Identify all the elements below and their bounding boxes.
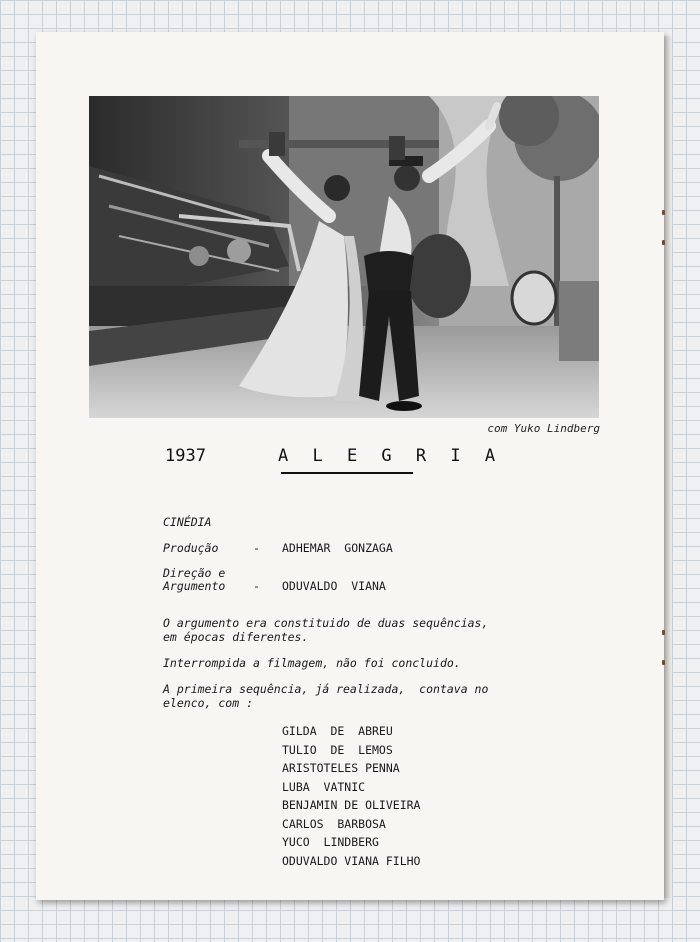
paragraph-argumento-line1: O argumento era constituido de duas sequências,	[163, 616, 489, 630]
credit-role-producao: Produção	[163, 541, 219, 555]
film-year: 1937	[165, 446, 206, 466]
dancing-couple-image	[89, 96, 599, 418]
cast-member: ODUVALDO VIANA FILHO	[282, 853, 421, 868]
film-title: A L E G R I A	[278, 446, 503, 466]
film-still-photo	[89, 96, 599, 418]
photo-caption: com Yuko Lindberg	[487, 422, 600, 435]
cast-list	[282, 724, 420, 872]
cast-member: YUCO LINDBERG	[282, 835, 379, 849]
paragraph-elenco-line2: elenco, com :	[163, 696, 254, 710]
studio-name: CINÉDIA	[163, 515, 212, 529]
cast-member: LUBA VATNIC	[282, 779, 366, 794]
credit-separator: -	[253, 579, 260, 593]
binding-staple-mark	[662, 660, 665, 665]
title-underline	[281, 472, 413, 474]
page-edge	[664, 36, 672, 898]
credit-role-argumento: Argumento	[163, 579, 226, 593]
cast-member: TULIO DE LEMOS	[282, 742, 393, 757]
cast-member: CARLOS BARBOSA	[282, 816, 386, 831]
paragraph-elenco-line1: A primeira sequência, já realizada, contava no	[163, 682, 489, 696]
document-page	[36, 32, 664, 900]
credit-role-direcao: Direção e	[163, 566, 226, 580]
cast-member: ARISTOTELES PENNA	[282, 761, 400, 775]
binding-staple-mark	[662, 210, 665, 215]
cast-member: GILDA DE ABREU	[282, 724, 393, 738]
paragraph-argumento-line2: em épocas diferentes.	[163, 630, 309, 644]
binding-staple-mark	[662, 630, 665, 635]
credit-name-producao: ADHEMAR GONZAGA	[282, 541, 393, 555]
paragraph-interrompida: Interrompida a filmagem, não foi concluido.	[163, 656, 461, 670]
cast-member: BENJAMIN DE OLIVEIRA	[282, 798, 421, 812]
credit-separator: -	[253, 541, 260, 555]
binding-staple-mark	[662, 240, 665, 245]
credit-name-direcao: ODUVALDO VIANA	[282, 579, 386, 593]
